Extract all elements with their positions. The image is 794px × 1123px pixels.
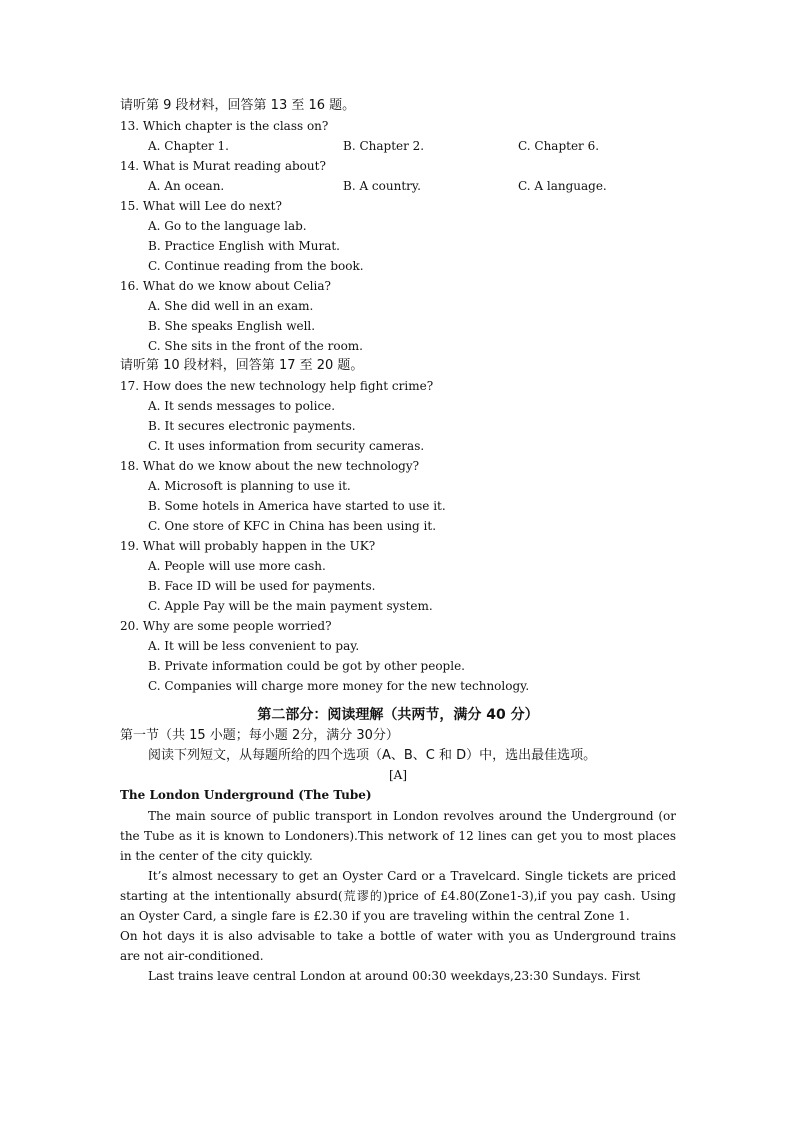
- option-c: C. A language.: [518, 179, 607, 193]
- option-a: A. An ocean.: [148, 179, 225, 193]
- option-a: A. It sends messages to police.: [148, 399, 336, 413]
- question-15: 15. What will Lee do next?: [120, 199, 282, 213]
- passage-label: [A]: [388, 768, 408, 782]
- option-c: C. Apple Pay will be the main payment system.: [148, 599, 433, 613]
- section-one-heading: 第一节（共 15 小题；每小题 2分，满分 30分）: [120, 728, 399, 743]
- question-13: 13. Which chapter is the class on?: [120, 119, 329, 133]
- option-c: C. One store of KFC in China has been using it.: [148, 519, 437, 533]
- option-b: B. Private information could be got by other people.: [148, 659, 465, 673]
- option-a: A. Go to the language lab.: [148, 219, 307, 233]
- question-17: 17. How does the new technology help fight crime?: [120, 379, 434, 393]
- section-9-instruction: 请听第 9 段材料，回答第 13 至 16 题。: [120, 98, 356, 113]
- passage-paragraph-2: It’s almost necessary to get an Oyster Card or a Travelcard. Single tickets are priced starting at the intentionally absurd(荒谬的)price of £4.80(Zone1-3),if you pay cash. Using an Oyster Card, a single fare is £2.30 if you are traveling within the central Zone 1.: [120, 869, 676, 923]
- question-13-options: [120, 136, 676, 156]
- option-b: B. She speaks English well.: [148, 319, 316, 333]
- question-14-options: [120, 176, 676, 196]
- question-14: 14. What is Murat reading about?: [120, 159, 326, 173]
- option-a: A. Microsoft is planning to use it.: [148, 479, 351, 493]
- passage-paragraph-3: On hot days it is also advisable to take a bottle of water with you as Underground trains are not air-conditioned.: [120, 929, 676, 963]
- option-b: B. Some hotels in America have started to use it.: [148, 499, 446, 513]
- option-a: A. People will use more cash.: [148, 559, 326, 573]
- option-c: C. Companies will charge more money for the new technology.: [148, 679, 530, 693]
- option-b: B. Face ID will be used for payments.: [148, 579, 376, 593]
- part-two-heading: 第二部分：阅读理解（共两节，满分 40 分）: [257, 707, 539, 723]
- passage-paragraph-1: The main source of public transport in London revolves around the Underground (or the Tube as it is known to Londoners).This network of 12 lines can get you to most places in the center of the city quickly.: [120, 809, 676, 863]
- option-a: A. She did well in an exam.: [148, 299, 314, 313]
- option-b: B. It secures electronic payments.: [148, 419, 356, 433]
- section-10-instruction: 请听第 10 段材料，回答第 17 至 20 题。: [120, 358, 364, 373]
- option-c: C. She sits in the front of the room.: [148, 339, 363, 353]
- exam-page: [120, 96, 676, 986]
- reading-instruction: 阅读下列短文，从每题所给的四个选项（A、B、C 和 D）中，选出最佳选项。: [148, 748, 597, 763]
- question-16: 16. What do we know about Celia?: [120, 279, 331, 293]
- option-a: A. It will be less convenient to pay.: [148, 639, 360, 653]
- option-a: A. Chapter 1.: [148, 139, 229, 153]
- option-c: C. It uses information from security cameras.: [148, 439, 425, 453]
- option-c: C. Continue reading from the book.: [148, 259, 364, 273]
- question-20: 20. Why are some people worried?: [120, 619, 332, 633]
- option-b: B. Chapter 2.: [343, 139, 425, 153]
- option-b: B. Practice English with Murat.: [148, 239, 340, 253]
- option-c: C. Chapter 6.: [518, 139, 600, 153]
- passage-title: The London Underground (The Tube): [120, 788, 372, 802]
- passage-paragraph-4: Last trains leave central London at around 00:30 weekdays,23:30 Sundays. First: [148, 969, 641, 983]
- question-19: 19. What will probably happen in the UK?: [120, 539, 376, 553]
- option-b: B. A country.: [343, 179, 421, 193]
- question-18: 18. What do we know about the new technology?: [120, 459, 420, 473]
